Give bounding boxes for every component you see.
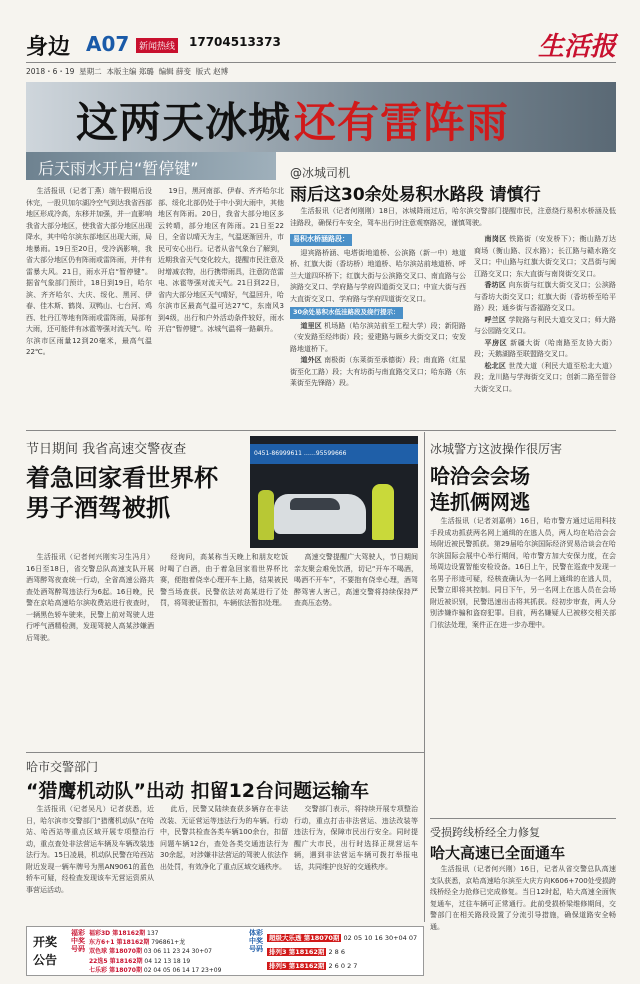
- fucai-game: 七乐彩 第18070期: [89, 966, 142, 974]
- fucai-rows: [89, 929, 239, 975]
- waterlog-intro: 生活报讯（记者何刚刚）18日，冰城降雨过后，哈尔滨交警部门提醒市民，注意绕行易积水桥涵及低洼路段，确保行车安全，驾车出行时注意观察路况，谨慎驾驶。: [290, 207, 616, 227]
- district-hulan: 学院路与利民大道交叉口；师大路与公园路交叉口。: [474, 315, 616, 335]
- district-xiangfang-name: 香坊区: [484, 281, 507, 289]
- roads-label: 30余处易积水低洼路段及绕行提示：: [290, 307, 403, 319]
- ticai-numbers: 02 05 10 16 30+04 07: [343, 934, 418, 942]
- waterlog-left-col: [290, 234, 466, 424]
- district-pingfang-name: 平房区: [484, 338, 508, 347]
- car-window: [290, 498, 340, 510]
- highway-paragraph: 生活报讯（记者何兴刚）16日，记者从省交警总队高速支队获悉，京哈高速哈尔滨至大庆方向K606+700处受损跨线桥经全力抢修已完成修复。当日12时起，哈大高速全面恢复通车，过往车辆可正常通行。此前受损桥梁维修期间，交警部门在相关路段设置了分流引导措施，确保道路安全畅通。: [430, 865, 616, 931]
- fugitive-body: [430, 516, 616, 812]
- bridge-list: 迎宾路桥涵、电塔街地道桥、公滨路（新一中）地道桥、红旗大街（香坊桥）地道桥、哈尔滨站前地道桥、呼兰大道四环桥下；红旗大街与公滨路交叉口、南直路与公滨路交叉口、学府路与学府四道街交叉口；中宣大街与西大直街交叉口、学府路与学府四道街交叉口。: [290, 248, 466, 303]
- lead-subtitle-bar: [26, 152, 276, 180]
- drunk-photo: [250, 436, 418, 548]
- drunk-kicker: 节日期间 我省高速交警夜查: [26, 442, 187, 457]
- ticai-row: [267, 931, 421, 945]
- fugitive-title-2: 连抓俩网逃: [430, 490, 530, 514]
- newspaper-logo: 生活报: [537, 32, 616, 62]
- waterlog-title: 雨后这30余处易积水路段 请慎行: [290, 185, 541, 205]
- dateline: 2018・6・19 星期二 本版主编 郑璐 编辑 薛变 版式 赵博: [26, 67, 229, 76]
- highway-body: [430, 864, 616, 968]
- drunk-title-2: 男子酒驾被抓: [26, 493, 170, 522]
- lead-title-red: 还有雷阵雨: [294, 98, 510, 147]
- waterlog-right-col: [474, 234, 616, 424]
- fucai-numbers: 02 04 05 06 14 17 23+09: [143, 966, 222, 974]
- lead-body-col1: [26, 186, 152, 422]
- drunk-col3: [294, 552, 418, 746]
- lead-paragraph-2: 19日，黑河南部、伊春、齐齐哈尔北部、绥化北部仍处于中小到大雨中，其他地区有阵雨。20日，我省大部分地区多云转晴，部分地区有阵雨。21日至22日，全省以晴天为主，气温逐渐回升，市民可安心出行。记者从省气象台了解到，近期我省天气变化较大，提醒市民注意及时增减衣物，出行携带雨具，注意防范雷电、冰雹等强对流天气。21日到22日，省内大部分地区天气晴好，气温回升，哈尔滨市区最高气温可达27℃，东南风3到4级，出行和户外活动条件较好，雨水开启“暂停键”。冰城气温将一路飙升。: [158, 187, 284, 333]
- highway-title: 哈大高速已全面通车: [430, 844, 566, 862]
- fugitive-kicker: 冰城警方这波操作很厉害: [430, 442, 563, 456]
- taxi-col2: [160, 804, 288, 922]
- waterlog-kicker: @冰城司机: [290, 166, 351, 180]
- district-pingfang: 新疆大街（哈南路至友协大街）段；天鹅湖路至联盟路交叉口。: [474, 338, 616, 358]
- ticai-game: 排列3 第18162期: [269, 948, 325, 956]
- taxi-kicker: 哈市交警部门: [26, 760, 99, 774]
- taxi-paragraph-2: 此后，民警又陆续查获多辆存在非法改装、无证营运等违法行为的车辆。行动中，民警共检查各类车辆100余台，扣留问题车辆12台，查处各类交通违法行为30余起，对涉嫌非法营运的驾驶人依法作出处罚，有效净化了重点区域交通秩序。: [160, 805, 288, 871]
- officer-figure: [372, 484, 394, 540]
- ticai-numbers: 2 6 0 2 7: [328, 962, 358, 970]
- section-name: 身边: [26, 34, 71, 60]
- lead-title-black: 这两天冰城: [76, 98, 292, 147]
- hotline-label: 新闻热线: [136, 38, 178, 53]
- ticai-row: [267, 959, 421, 973]
- ticai-numbers: 2 8 6: [328, 948, 346, 956]
- fucai-numbers: 137: [147, 930, 159, 937]
- officer-figure-2: [258, 490, 274, 540]
- taxi-col1: [26, 804, 154, 922]
- district-daowai-name: 道外区: [300, 356, 322, 364]
- fucai-game: 双色球 第18070期: [89, 948, 142, 956]
- hotline-number: 17704513373: [189, 35, 281, 49]
- lottery-title-2: 公告: [33, 953, 58, 967]
- highway-kicker: 受损跨线桥经全力修复: [430, 826, 540, 839]
- district-daoli: 机场路（哈尔滨站前至工程大学）段；新阳路（安发路至经纬街）段；爱建路与顾乡大街交叉口；安发路地道桥下。: [290, 321, 466, 353]
- fucai-game: 福彩3D 第18162期: [89, 930, 146, 937]
- page-number: A07: [86, 32, 130, 56]
- drunk-col2: [160, 552, 288, 746]
- ticai-rows: [267, 931, 421, 973]
- fucai-label: 福彩中奖号码: [71, 929, 85, 953]
- fucai-row: [89, 929, 239, 938]
- district-songbei: 世茂大道（利民大道至松北大道）段；龙川路与学海街交叉口；创新二路至智谷大街交叉口。: [474, 361, 616, 393]
- fugitive-paragraph: 生活报讯（记者刘嘉萌）16日，哈市警方通过运用科技手段成功抓获两名网上通缉的在逃人员，两人均在哈洽会会场附近被民警抓获。第29届哈尔滨国际经济贸易洽谈会在哈尔滨国际会展中心举行期间，哈市警方加大安保力度，在会场周边设置智能安检设备。16日上午，民警在巡查中发现一名男子形迹可疑，经核查确认为一名网上通缉的在逃人员，民警立即将其控制。同日下午，另一名网上在逃人员在会场附近被识别，民警迅速出击将其抓获。经初步审查，两人分别涉嫌诈骗和盗窃犯罪。目前，两名嫌疑人已被移交相关部门依法处理，案件正在进一步办理中。: [430, 517, 616, 629]
- fucai-game: 22选5 第18162期: [89, 957, 143, 965]
- ticai-label: 体彩中奖号码: [249, 929, 263, 953]
- taxi-paragraph-3: 交警部门表示，将持续开展专项整治行动，重点打击非法营运、违法改装等违法行为，保障市民出行安全。同时提醒广大市民，出行时选择正规营运车辆，遇到非法营运车辆可拨打举报电话，共同维护良好的交通秩序。: [294, 805, 418, 871]
- drunk-paragraph-1: 生活报讯（记者何兴刚实习生冯月）16日至18日，省交警总队高速支队开展酒驾醉驾夜查统一行动，全省高速公路共查处酒驾醉驾违法行为6起。16日晚，民警在京哈高速哈尔滨收费站进行夜查时，一辆黑色轿车驶来，民警上前对驾驶人进行呼气酒精检测，发现驾驶人高某涉嫌酒后驾驶。: [26, 553, 154, 642]
- district-nangang: 铁路街（安发桥下）；衡山路万达商场（衡山路、汉水路）；长江路与赣水路交叉口；中山路与红旗大街交叉口；文昌街与闽江路交叉口；东大直街与南岗街交叉口。: [474, 235, 616, 278]
- fucai-row: [89, 966, 239, 975]
- drunk-paragraph-2: 经询问，高某称当天晚上和朋友吃饭时喝了白酒，由于着急回家看世界杯比赛，便抱着侥幸心理开车上路，结果被民警当场查获。民警依法对高某进行了处罚，将驾驶证暂扣，车辆依法暂扣处理。: [160, 553, 288, 607]
- ticai-game: 排列5 第18162期: [269, 962, 325, 970]
- lead-subtitle: 后天雨水开启“暂停键”: [38, 159, 199, 178]
- taxi-paragraph-1: 生活报讯（记者吴凡）记者获悉，近日，哈尔滨市交警部门“猎鹰机动队”在哈站、哈西站等重点区域开展专项整治行动，重点查处非法营运车辆及车辆改装违法行为。15日凌晨，机动队民警在哈西站附近发现一辆车牌号为黑AN9061的蓝色轿车可疑，经检查发现该车无营运资质从事营运活动。: [26, 805, 154, 894]
- fucai-row: [89, 938, 239, 947]
- bridge-label: 易积水桥涵路段：: [290, 234, 352, 246]
- district-nangang-name: 南岗区: [484, 235, 507, 243]
- ticai-row: [267, 945, 421, 959]
- highway-sign-text: 0451-86999611 ……95599666: [254, 450, 347, 457]
- lottery-title-1: 开奖: [33, 935, 58, 949]
- district-hulan-name: 呼兰区: [484, 315, 507, 324]
- ticai-game: 超级大乐透 第18070期: [269, 934, 340, 942]
- taxi-title: “猎鹰机动队”出动 扣留12台问题运输车: [26, 780, 370, 802]
- drunk-paragraph-3: 高速交警提醒广大驾驶人，节日期间亲友聚会难免饮酒，切记“开车不喝酒，喝酒不开车”，不要抱有侥幸心理，酒驾醉驾害人害己，高速交警将持续保持严查高压态势。: [294, 553, 418, 607]
- lottery-box: [26, 926, 424, 976]
- fucai-numbers: 04 12 13 18 19: [144, 957, 191, 965]
- district-daowai: 南极街（东莱街至承德街）段；南直路（红星街至化工路）段；大有坊街与南直路交叉口；哈东路（东莱街至先锋路）段。: [290, 356, 466, 387]
- district-xiangfang: 向东街与红旗大街交叉口；公滨路与香坊大街交叉口；红旗大街（香坊桥至哈平路）段；通乡街与香福路交叉口。: [474, 281, 616, 312]
- fucai-numbers: 796861+龙: [151, 939, 186, 947]
- district-daoli-name: 道里区: [300, 321, 322, 330]
- fucai-game: 东方6+1 第18162期: [89, 939, 150, 947]
- drunk-col1: [26, 552, 154, 746]
- masthead: [26, 28, 616, 64]
- drunk-title-1: 着急回家看世界杯: [26, 463, 218, 492]
- lead-body-col2: [158, 186, 284, 422]
- fucai-row: [89, 957, 239, 966]
- lead-headline: [26, 82, 616, 152]
- fugitive-title-1: 哈洽会会场: [430, 464, 530, 488]
- district-songbei-name: 松北区: [484, 361, 507, 370]
- fucai-row: [89, 947, 239, 956]
- fucai-numbers: 03 06 11 23 24 30+07: [143, 948, 212, 956]
- taxi-col3: [294, 804, 418, 922]
- lead-paragraph-1: 生活报讯（记者丁燕）端午假期后没休完，一股贝加尔湖冷空气到达我省西部地区形成冷高，东移并加强，并一直影响我省大部分地区，使我省大部分地区出现降水，其中哈尔滨东部地区出现大雨，局地暴雨。19日至20日，受冷涡影响，我省大部分地区仍有阵雨或雷阵雨，并伴有雷暴大风。21日，雨水开启“暂停键”。据省气象部门预计，18日到19日，哈尔滨、齐齐哈尔、大庆、绥化、黑河、伊春、佳木斯、鹤岗、双鸭山、七台河、鸡西、牡丹江等地有阵雨或雷阵雨，局部有大雨，还可能伴有冰雹等强对流天气。哈尔滨市区雨量12到20毫米，最高气温22℃。: [26, 187, 152, 356]
